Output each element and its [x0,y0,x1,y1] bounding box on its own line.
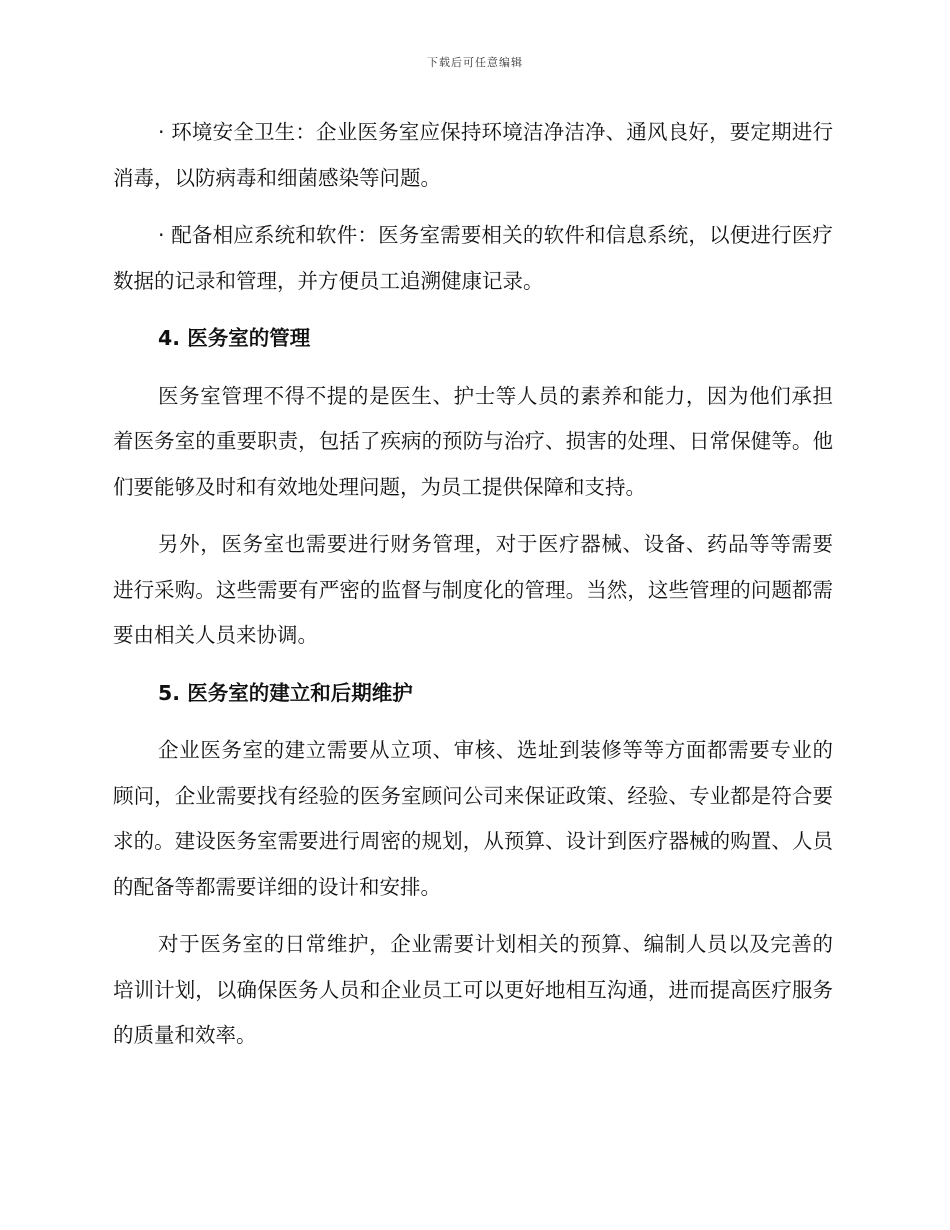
bullet-systems-software: · 配备相应系统和软件：医务室需要相关的软件和信息系统，以便进行医疗数据的记录和管理，并方便员工追溯健康记录。 [113,223,833,293]
paragraph-maintenance: 对于医务室的日常维护，企业需要计划相关的预算、编制人员以及完善的培训计划，以确保医务人员和企业员工可以更好地相互沟通，进而提高医疗服务的质量和效率。 [113,932,833,1047]
paragraph-staff-quality: 医务室管理不得不提的是医生、护士等人员的素养和能力，因为他们承担着医务室的重要职责，包括了疾病的预防与治疗、损害的处理、日常保健等。他们要能够及时和有效地处理问题，为员工提供保障和支持。 [113,383,833,499]
document-body [113,110,833,1071]
section-heading-establishment: 5. 医务室的建立和后期维护 [158,680,413,705]
paragraph-establishment: 企业医务室的建立需要从立项、审核、选址到装修等等方面都需要专业的顾问，企业需要找有经验的医务室顾问公司来保证政策、经验、专业都是符合要求的。建设医务室需要进行周密的规划，从预算、设计到医疗器械的购置、人员的配备等都需要详细的设计和安排。 [113,738,833,899]
section-heading-management: 4. 医务室的管理 [158,326,311,350]
page-header: 下载后可任意编辑 [427,56,523,69]
paragraph-financial-management: 另外，医务室也需要进行财务管理，对于医疗器械、设备、药品等等需要进行采购。这些需要有严密的监督与制度化的管理。当然，这些管理的问题都需要由相关人员来协调。 [113,532,833,647]
bullet-environment-hygiene: · 环境安全卫生：企业医务室应保持环境洁净洁净、通风良好，要定期进行消毒，以防病毒和细菌感染等问题。 [113,120,833,190]
